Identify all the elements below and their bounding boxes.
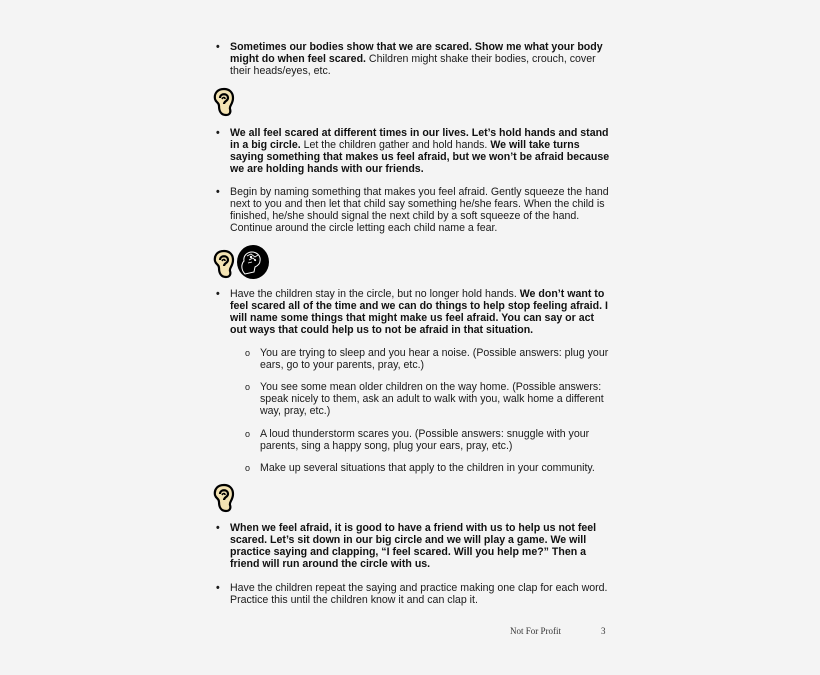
page-number: 3 (601, 626, 606, 636)
footer-label: Not For Profit (510, 626, 562, 636)
bullet-item (216, 127, 610, 176)
sub-bullet-marker: o (245, 463, 251, 473)
instruction-bold: Sometimes our bodies show that we are scared. Show me what your body might do when feel scared. (230, 41, 603, 66)
bullet-marker: • (216, 522, 220, 534)
instruction-text: Have the children stay in the circle, but no longer hold hands. (230, 288, 520, 300)
sub-item-text: You are trying to sleep and you hear a noise. (Possible answers: plug your ears, go to your parents, pray, etc.) (260, 347, 609, 372)
instruction-text: Children might shake their bodies, crouch, cover their heads/eyes, etc. (230, 53, 596, 78)
sub-bullet-marker: o (245, 382, 251, 392)
bullet-item (216, 582, 610, 607)
sub-list-item (245, 347, 615, 372)
bullet-marker: • (216, 127, 220, 139)
instruction-bold: We will take turns saying something that makes us feel afraid, but we won’t be afraid because we are holding hands with our friends. (230, 139, 610, 176)
ear-icon (212, 483, 236, 513)
sub-item-text: You see some mean older children on the way home. (Possible answers: speak nicely to them, ask an adult to walk with you, walk home a different way, pray, etc.) (260, 381, 604, 418)
sub-list-item (245, 462, 615, 474)
ear-icon (212, 87, 236, 117)
thinking-head-icon (235, 244, 271, 280)
sub-item-text: Make up several situations that apply to the children in your community. (260, 462, 595, 474)
ear-icon (212, 249, 236, 279)
bullet-marker: • (216, 582, 220, 594)
sub-bullet-marker: o (245, 429, 251, 439)
instruction-bold: We don’t want to feel scared all of the time and we can do things to help stop feeling afraid. I will name some things that might make us feel afraid. You can say or act out ways that could help us to not be afraid in that situation. (230, 288, 608, 337)
bullet-marker: • (216, 41, 220, 53)
page-footer (510, 626, 610, 636)
bullet-marker: • (216, 288, 220, 300)
bullet-item (216, 288, 610, 337)
bullet-item (216, 186, 610, 235)
sub-item-text: A loud thunderstorm scares you. (Possible answers: snuggle with your parents, sing a happy song, plug your ears, pray, etc.) (260, 428, 590, 453)
instruction-text: Have the children repeat the saying and practice making one clap for each word. Practice this until the children know it and can clap it. (230, 582, 608, 607)
instruction-bold: When we feel afraid, it is good to have a friend with us to help us not feel scared. Let’s sit down in our big circle and we will play a game. We will practice saying and clapping, “I feel scared. Will you help me?” Then a friend will run around the circle with us. (230, 522, 597, 571)
instruction-text: Let the children gather and hold hands. (300, 139, 491, 152)
sub-list-item (245, 428, 615, 453)
instruction-bold: We all feel scared at different times in our lives. Let’s hold hands and stand in a big circle. (230, 127, 609, 152)
sub-list-item (245, 381, 615, 418)
sub-bullet-marker: o (245, 348, 251, 358)
instruction-text: Begin by naming something that makes you feel afraid. Gently squeeze the hand next to you and then let that child say something he/she fears. When the child is finished, he/she should signal the next child by a soft squeeze of the hand. Continue around the circle letting each child name a fear. (230, 186, 609, 235)
bullet-marker: • (216, 186, 220, 198)
bullet-item (216, 41, 610, 78)
bullet-item (216, 522, 610, 571)
